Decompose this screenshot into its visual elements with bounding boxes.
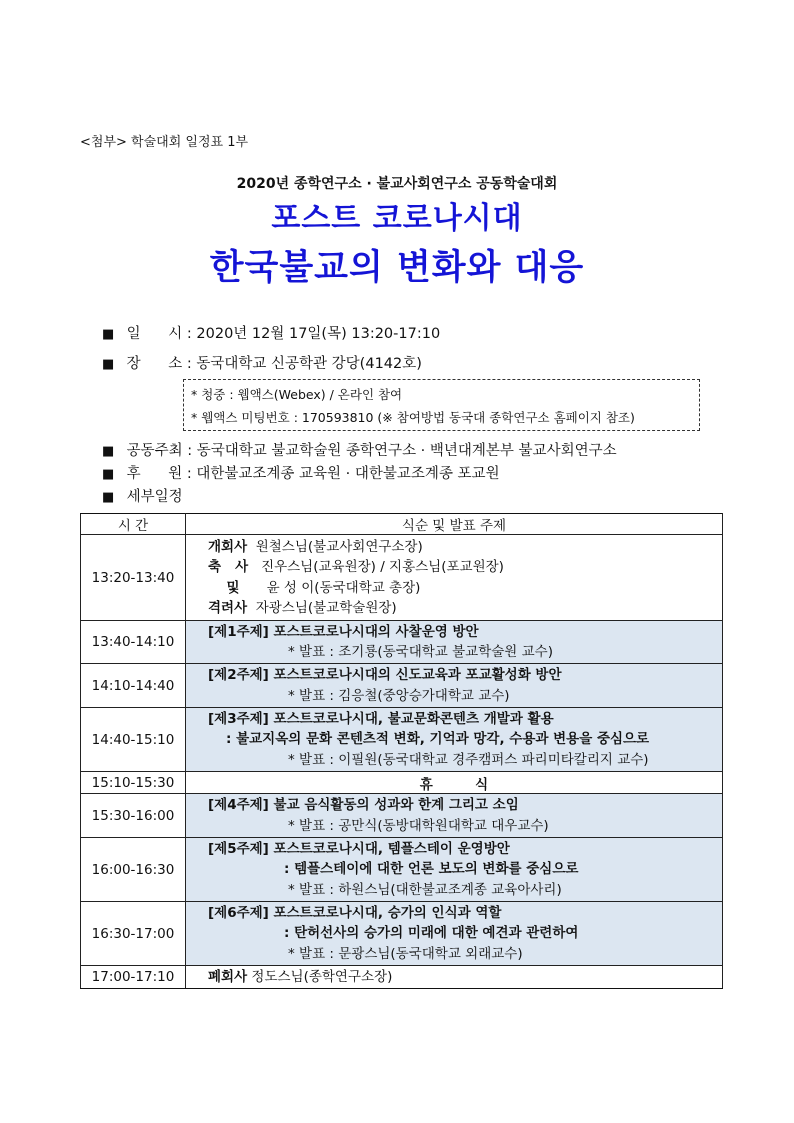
info-place bbox=[102, 352, 422, 373]
online-notice-box bbox=[183, 379, 700, 431]
session-title: [제5주제] 포스트코로나시대, 템플스테이 운영방안 bbox=[208, 840, 510, 857]
header-time: 시 간 bbox=[81, 514, 186, 535]
time-cell: 14:10-14:40 bbox=[81, 664, 186, 708]
session-content bbox=[186, 794, 723, 838]
session-presenter: * 발표 : 이필원(동국대학교 경주캠퍼스 파리미타칼리지 교수) bbox=[288, 751, 649, 768]
square-bullet-icon: ■ bbox=[102, 357, 115, 372]
encourage-role: 격려사 bbox=[208, 600, 248, 616]
and-text: 윤 성 이(동국대학교 총장) bbox=[266, 579, 421, 596]
session-title: [제1주제] 포스트코로나시대의 사찰운영 방안 bbox=[208, 623, 479, 640]
session-presenter: * 발표 : 공만식(동방대학원대학교 대우교수) bbox=[288, 817, 549, 834]
time-cell: 13:40-14:10 bbox=[81, 621, 186, 664]
session-content bbox=[186, 902, 723, 966]
session-presenter: * 발표 : 문광스님(동국대학교 외래교수) bbox=[288, 945, 523, 962]
table-header-row bbox=[81, 514, 723, 535]
square-bullet-icon: ■ bbox=[102, 327, 115, 342]
session-content bbox=[186, 664, 723, 708]
sponsor-label: 후 원 : bbox=[126, 466, 192, 482]
detail-label: 세부일정 bbox=[126, 489, 183, 505]
opening-line bbox=[208, 537, 722, 558]
session-title: [제3주제] 포스트코로나시대, 불교문화콘텐츠 개발과 활용 bbox=[208, 710, 554, 727]
session-presenter: * 발표 : 김응철(중앙승가대학교 교수) bbox=[288, 687, 510, 704]
opening-role: 개회사 bbox=[208, 538, 248, 555]
table-row-session-2 bbox=[81, 664, 723, 708]
congrats-text: 진우스님(교육원장) / 지홍스님(포교원장) bbox=[261, 559, 504, 575]
table-row-closing bbox=[81, 966, 723, 989]
table-row-opening bbox=[81, 535, 723, 621]
place-value: 동국대학교 신공학관 강당(4142호) bbox=[196, 356, 422, 372]
table-row-break bbox=[81, 772, 723, 794]
session-subtitle: : 탄허선사의 승가의 미래에 대한 예견과 관련하여 bbox=[284, 925, 579, 942]
and-line bbox=[208, 578, 722, 599]
session-content bbox=[186, 838, 723, 902]
session-presenter: * 발표 : 하원스님(대한불교조계종 교육아사리) bbox=[288, 881, 562, 898]
session-title: [제2주제] 포스트코로나시대의 신도교육과 포교활성화 방안 bbox=[208, 667, 562, 683]
info-host bbox=[102, 439, 617, 460]
square-bullet-icon: ■ bbox=[102, 467, 115, 482]
time-cell: 15:30-16:00 bbox=[81, 794, 186, 838]
info-sponsor bbox=[102, 462, 500, 483]
opening-text: 원철스님(불교사회연구소장) bbox=[255, 538, 423, 555]
square-bullet-icon: ■ bbox=[102, 444, 115, 459]
session-title: [제4주제] 불교 음식활동의 성과와 한계 그리고 소임 bbox=[208, 797, 519, 813]
closing-content bbox=[186, 966, 723, 989]
closing-text: 정도스님(종학연구소장) bbox=[251, 968, 393, 985]
event-subtitle: 2020년 종학연구소 · 불교사회연구소 공동학술대회 bbox=[236, 176, 558, 192]
info-detail bbox=[102, 485, 183, 506]
header-content: 식순 및 발표 주제 bbox=[186, 514, 723, 535]
session-subtitle: : 템플스테이에 대한 언론 보도의 변화를 중심으로 bbox=[284, 861, 579, 878]
and-role: 및 bbox=[226, 579, 240, 596]
date-value: 2020년 12월 17일(목) 13:20-17:10 bbox=[196, 326, 441, 342]
closing-role: 폐회사 bbox=[208, 968, 248, 985]
table-row-session-5 bbox=[81, 838, 723, 902]
session-subtitle: : 불교지옥의 문화 콘텐츠적 변화, 기억과 망각, 수용과 변용을 중심으로 bbox=[226, 731, 650, 748]
encourage-line bbox=[208, 598, 722, 619]
time-cell: 14:40-15:10 bbox=[81, 708, 186, 772]
session-content bbox=[186, 621, 723, 664]
place-label: 장 소 : bbox=[126, 356, 192, 372]
schedule-table bbox=[80, 513, 723, 989]
time-cell: 15:10-15:30 bbox=[81, 772, 186, 794]
break-label: 휴 식 bbox=[186, 772, 723, 794]
time-cell: 17:00-17:10 bbox=[81, 966, 186, 989]
time-cell: 13:20-13:40 bbox=[81, 535, 186, 621]
online-note-2: * 웹액스 미팅번호 : 170593810 (※ 참여방법 동국대 종학연구소 홈페이지 참조) bbox=[191, 410, 635, 425]
table-row-session-6 bbox=[81, 902, 723, 966]
time-cell: 16:30-17:00 bbox=[81, 902, 186, 966]
title-line-1: 포스트 코로나시대 bbox=[271, 201, 523, 236]
title-line-2: 한국불교의 변화와 대응 bbox=[209, 248, 585, 288]
date-label: 일 시 : bbox=[126, 326, 192, 342]
attachment-label: <첨부> 학술대회 일정표 1부 bbox=[80, 135, 249, 150]
host-value: 동국대학교 불교학술원 종학연구소 · 백년대계본부 불교사회연구소 bbox=[196, 443, 617, 459]
host-label: 공동주최 : bbox=[126, 443, 193, 459]
time-cell: 16:00-16:30 bbox=[81, 838, 186, 902]
square-bullet-icon: ■ bbox=[102, 490, 115, 505]
congrats-line bbox=[208, 557, 722, 578]
congrats-role: 축 사 bbox=[208, 559, 249, 575]
session-title: [제6주제] 포스트코로나시대, 승가의 인식과 역할 bbox=[208, 904, 502, 921]
info-date bbox=[102, 322, 440, 343]
encourage-text: 자광스님(불교학술원장) bbox=[255, 600, 397, 616]
table-row-session-1 bbox=[81, 621, 723, 664]
session-presenter: * 발표 : 조기룡(동국대학교 불교학술원 교수) bbox=[288, 644, 553, 660]
sponsor-value: 대한불교조계종 교육원 · 대한불교조계종 포교원 bbox=[196, 466, 500, 482]
session-content bbox=[186, 708, 723, 772]
online-note-1: * 청중 : 웹액스(Webex) / 온라인 참여 bbox=[191, 387, 403, 402]
table-row-session-3 bbox=[81, 708, 723, 772]
opening-content bbox=[186, 535, 723, 621]
table-row-session-4 bbox=[81, 794, 723, 838]
